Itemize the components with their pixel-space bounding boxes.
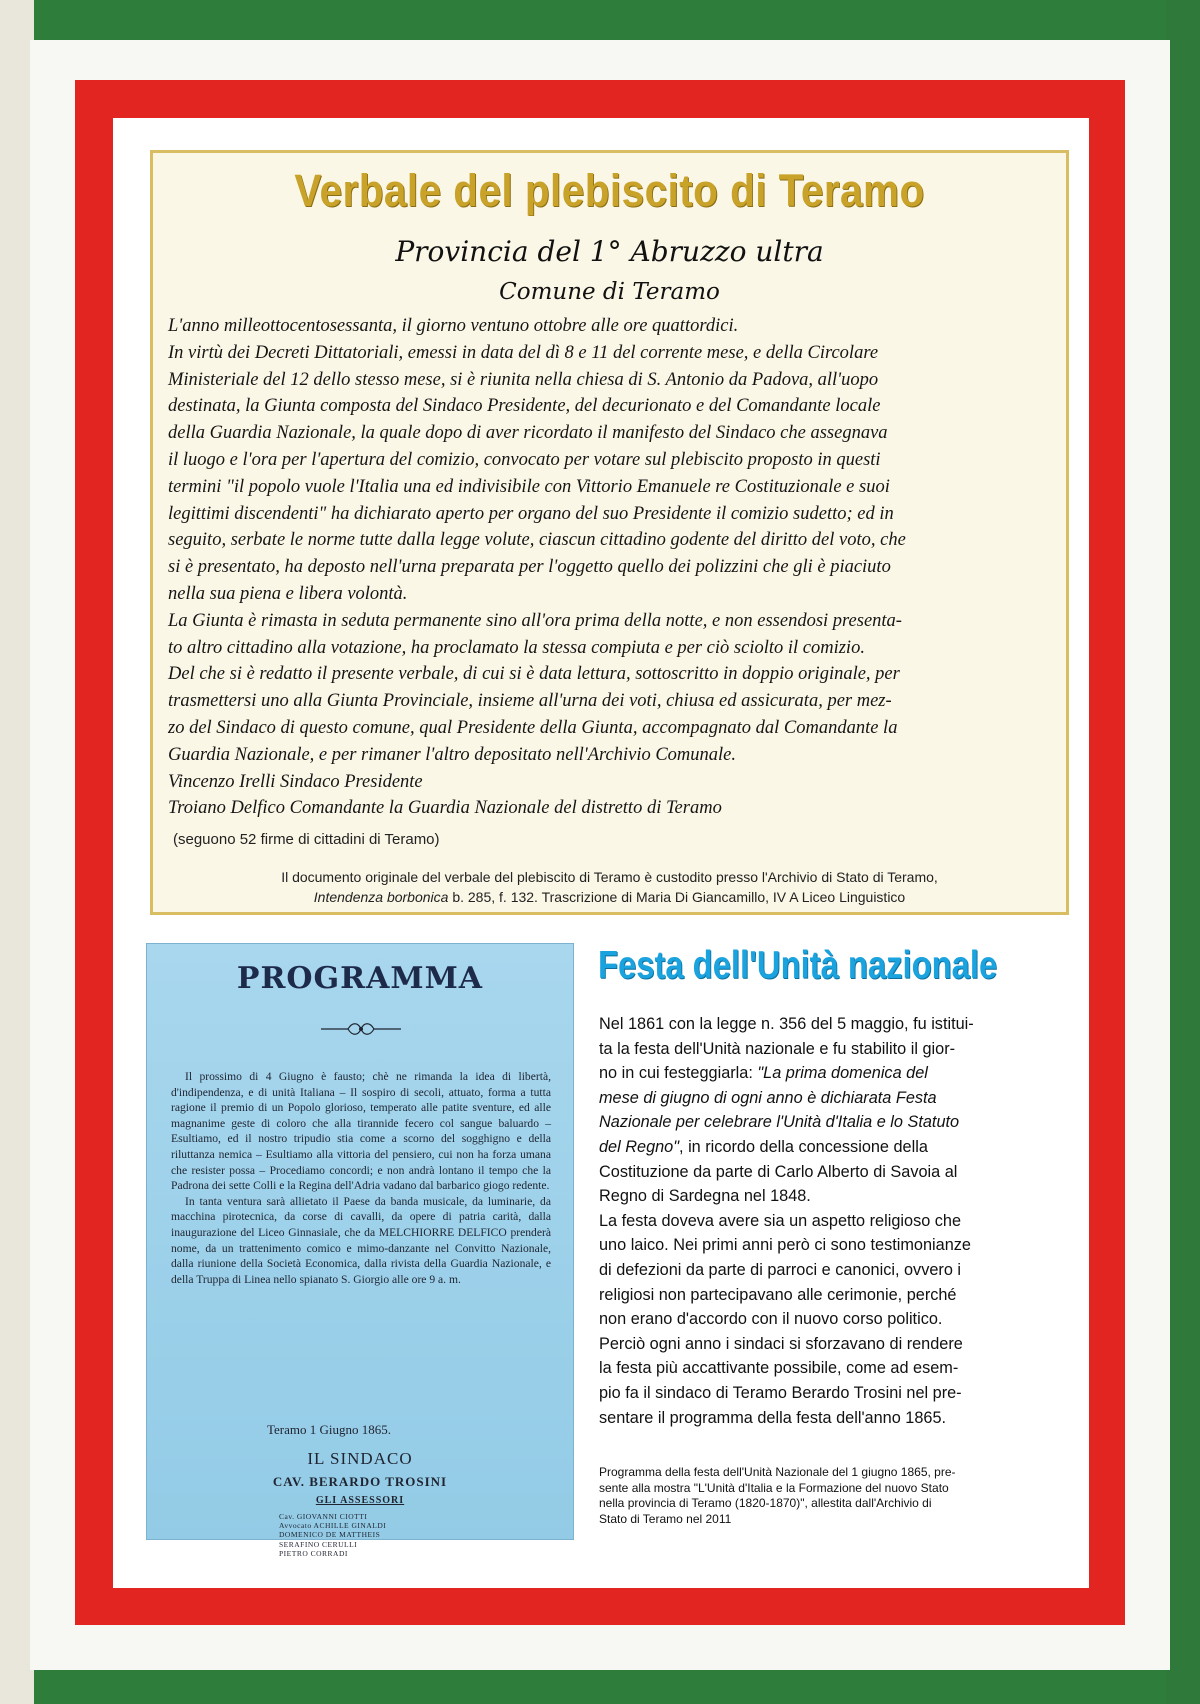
- festa-quote: mese di giugno di ogni anno è dichiarata Festa: [599, 1088, 937, 1107]
- festa-line: [599, 1184, 1069, 1209]
- verbale-subtitle-comune: Comune di Teramo: [499, 279, 720, 305]
- poster-names: [279, 1512, 479, 1558]
- verbale-box: [150, 150, 1069, 915]
- festa-text: sentare il programma della festa dell'anno 1865.: [599, 1408, 947, 1427]
- page-edge-left: [0, 0, 34, 1704]
- festa-text: Costituzione da parte di Carlo Alberto di Savoia al: [599, 1162, 958, 1181]
- verbale-line: trasmettersi uno alla Giunta Provinciale, insieme all'urna dei voti, chiusa ed assicurata, per mez-: [168, 691, 892, 712]
- festa-line: [599, 1160, 1069, 1185]
- verbale-line: In virtù dei Decreti Dittatoriali, emessi in data del dì 8 e 11 del corrente mese, e della Circolare: [168, 342, 879, 363]
- festa-text: religiosi non partecipavano alle cerimonie, perché: [599, 1285, 957, 1304]
- festa-quote: Nazionale per celebrare l'Unità d'Italia e lo Statuto: [599, 1113, 960, 1132]
- festa-line: [599, 1406, 1069, 1431]
- page-edge-right: [1166, 0, 1200, 1704]
- festa-quote: del Regno": [599, 1137, 680, 1156]
- festa-text: ta la festa dell'Unità nazionale e fu stabilito il gior-: [599, 1039, 956, 1058]
- poster-paragraph: Il prossimo di 4 Giugno è fausto; chè ne rimanda la idea di libertà, d'indipendenza, e di unità Italiana – Il sospiro di secoli, attuato, forma a tutta ragione il premio di un Popolo glorioso, temperato alle patite sventure, ed alle magnanime geste di coloro che alla tirannide fecero col sangue baluardo – Esultiamo, ed il nostro tripudio stia come a scorno del sogghigno e della riluttanza nemica – Esultiamo alla vittoria del pensiero, cui non ha forza umana che resister possa – Procediamo concordi; e non andrà lontano il tempo che la Padrona dei sette Colli e la Regina dell'Adria vadano dal barbarico giogo redente.: [171, 1070, 551, 1193]
- festa-caption-line: Stato di Teramo nel 2011: [599, 1511, 732, 1526]
- festa-text: la festa più accattivante possibile, come ad esem-: [599, 1359, 959, 1378]
- poster-title: PROGRAMMA: [236, 961, 484, 996]
- festa-text: di defezioni da parte di parroci e canonici, ovvero i: [599, 1260, 962, 1279]
- poster-cav: CAV. BERARDO TROSINI: [272, 1474, 448, 1489]
- verbale-caption-line2: [153, 887, 1066, 907]
- poster-date: Teramo 1 Giugno 1865.: [267, 1422, 392, 1437]
- verbale-line: legittimi discendenti" ha dichiarato aperto per organo del suo Presidente il comizio sudetto; ed in: [168, 503, 894, 524]
- poster-name: SERAFINO CERULLI: [279, 1539, 358, 1549]
- festa-line: [599, 1233, 1069, 1258]
- poster-name: Cav. GIOVANNI CIOTTI: [279, 1512, 368, 1521]
- verbale-signature-sindaco: Vincenzo Irelli Sindaco Presidente: [168, 771, 423, 792]
- verbale-line: L'anno milleottocentosessanta, il giorno ventuno ottobre alle ore quattordici.: [168, 316, 739, 336]
- festa-text: , in ricordo della concessione della: [679, 1137, 928, 1156]
- festa-text: no in cui festeggiarla:: [599, 1064, 758, 1083]
- festa-caption-line: sente alla mostra "L'Unità d'Italia e la Formazione del nuovo Stato: [599, 1480, 949, 1495]
- verbale-caption-rest: b. 285, f. 132. Trascrizione di Maria Di Giancamillo, IV A Liceo Linguistico: [448, 889, 906, 905]
- festa-line: [599, 1283, 1069, 1308]
- festa-line: [599, 1110, 1069, 1135]
- festa-caption-line: Programma della festa dell'Unità Nazionale del 1 giugno 1865, pre-: [599, 1465, 956, 1479]
- festa-line: [599, 1381, 1069, 1406]
- festa-text: uno laico. Nei primi anni però ci sono testimonianze: [599, 1236, 971, 1255]
- verbale-line: to altro cittadino alla votazione, ha proclamato la stessa compiuta e per ciò sciolto il comizio.: [168, 637, 865, 658]
- verbale-line: Del che si è redatto il presente verbale, di cui si è data lettura, sottoscritto in doppio originale, per: [168, 664, 900, 685]
- poster-text: [171, 1069, 551, 1287]
- verbale-signature-comandante: Troiano Delfico Comandante la Guardia Nazionale del distretto di Teramo: [168, 798, 722, 819]
- verbale-line: zo del Sindaco di questo comune, qual Presidente della Giunta, accompagnato dal Comandante la: [168, 717, 898, 738]
- verbale-line: si è presentato, ha deposto nell'urna preparata per l'oggetto quello dei polizzini che gli è piaciuto: [168, 557, 891, 578]
- poster-name: PIETRO CORRADI: [279, 1548, 348, 1558]
- verbale-line: nella sua piena e libera volontà.: [168, 583, 408, 604]
- verbale-line: Ministeriale del 12 dello stesso mese, si è riunita nella chiesa di S. Antonio da Padova, all'uopo: [168, 369, 879, 390]
- festa-body: [599, 1012, 1069, 1430]
- festa-line: [599, 1061, 1069, 1086]
- verbale-note: (seguono 52 firme di cittadini di Teramo): [173, 831, 440, 848]
- poster-paragraph: In tanta ventura sarà allietato il Paese da banda musicale, da luminarie, da macchina pirotecnica, da corse di cavalli, da opere di patria carità, dalla inaugurazione del Liceo Ginnasiale, che da MELCHIORRE DELFICO prenderà nome, da un trattenimento comico e mimo-danzante nel Convitto Nazionale, dalla riunione della Società Economica, dalla rivista della Guardia Nazionale, e della Truppa di Linea nello spianato S. Giorgio alle ore 9 a. m.: [171, 1194, 551, 1286]
- poster-assessori: GLI ASSESSORI: [315, 1495, 405, 1506]
- festa-text: La festa doveva avere sia un aspetto religioso che: [599, 1211, 962, 1230]
- festa-line: [599, 1012, 1069, 1037]
- verbale-title: Verbale del plebiscito di Teramo: [294, 165, 925, 216]
- festa-line: [599, 1307, 1069, 1332]
- verbale-caption-source: Intendenza borbonica: [313, 889, 449, 905]
- poster-sindaco: IL SINDACO: [307, 1449, 413, 1468]
- programma-poster: [146, 943, 574, 1558]
- verbale-line: La Giunta è rimasta in seduta permanente sino all'ora prima della notte, e non essendosi presenta-: [168, 610, 902, 631]
- festa-line: [599, 1209, 1069, 1234]
- festa-title: Festa dell'Unità nazionale: [598, 944, 998, 987]
- festa-line: [599, 1135, 1069, 1160]
- verbale-body: [168, 313, 1058, 822]
- verbale-line: della Guardia Nazionale, la quale dopo di aver ricordato il manifesto del Sindaco che assegnava: [168, 423, 888, 444]
- festa-text: pio fa il sindaco di Teramo Berardo Trosini nel pre-: [599, 1383, 962, 1402]
- festa-line: [599, 1356, 1069, 1381]
- verbale-caption-line1: Il documento originale del verbale del plebiscito di Teramo è custodito presso l'Archivio di Stato di Teramo,: [281, 869, 938, 885]
- verbale-line: termini "il popolo vuole l'Italia una ed indivisibile con Vittorio Emanuele re Costituzionale e suoi: [168, 476, 890, 497]
- ornament-icon: [316, 1019, 406, 1039]
- verbale-line: il luogo e l'ora per l'apertura del comizio, convocato per votare sul plebiscito proposto in questi: [168, 449, 881, 470]
- poster-name: DOMENICO DE MATTHEIS: [279, 1530, 381, 1540]
- festa-text: Perciò ogni anno i sindaci si sforzavano di rendere: [599, 1334, 963, 1353]
- poster-name: Avvocato ACHILLE GINALDI: [279, 1521, 387, 1531]
- festa-line: [599, 1086, 1069, 1111]
- verbale-subtitle: Provincia del 1° Abruzzo ultra: [395, 235, 824, 268]
- verbale-caption: [153, 867, 1066, 907]
- festa-text: Nel 1861 con la legge n. 356 del 5 maggio, fu istitui-: [599, 1015, 974, 1033]
- verbale-line: destinata, la Giunta composta del Sindaco Presidente, del decurionato e del Comandante locale: [168, 396, 881, 417]
- festa-text: Regno di Sardegna nel 1848.: [599, 1187, 811, 1206]
- verbale-line: seguito, serbate le norme tutte dalla legge volute, ciascun cittadino godente del diritto del voto, che: [168, 530, 906, 551]
- festa-text: non erano d'accordo con il nuovo corso politico.: [599, 1310, 943, 1329]
- festa-caption-line: nella provincia di Teramo (1820-1870)", allestita dall'Archivio di: [599, 1496, 932, 1510]
- festa-caption: [599, 1465, 1069, 1527]
- festa-line: [599, 1258, 1069, 1283]
- festa-quote: "La prima domenica del: [757, 1064, 928, 1083]
- festa-line: [599, 1332, 1069, 1357]
- verbale-line: Guardia Nazionale, e per rimaner l'altro depositato nell'Archivio Comunale.: [168, 744, 737, 765]
- festa-line: [599, 1037, 1069, 1062]
